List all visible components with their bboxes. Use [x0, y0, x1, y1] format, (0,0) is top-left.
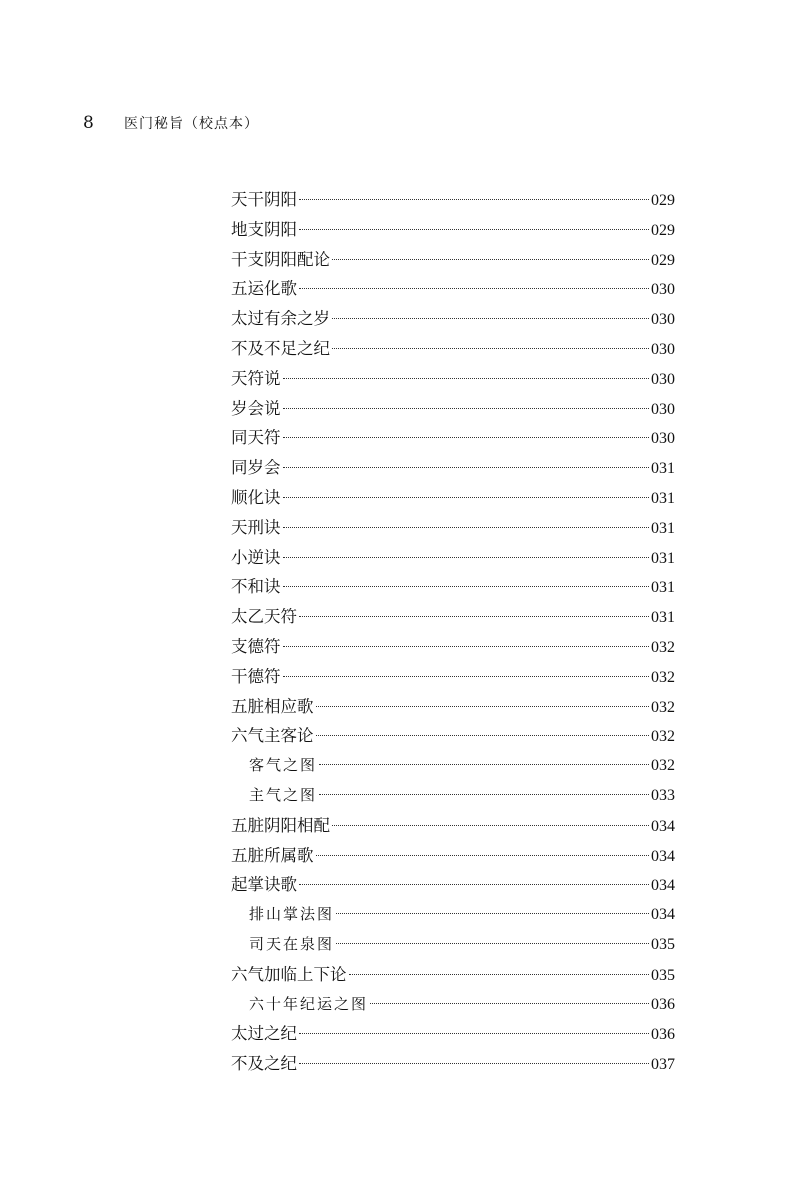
dot-leader: [283, 378, 650, 379]
toc-entry[interactable]: [231, 543, 675, 573]
dot-leader: [299, 199, 649, 200]
toc-entry-page: 029: [651, 221, 675, 239]
toc-entry-title: 起掌诀歌: [231, 875, 297, 895]
toc-entry-title: 支德符: [231, 636, 281, 656]
dot-leader: [283, 497, 650, 498]
toc-entry-page: 031: [651, 549, 675, 567]
toc-entry-page: 029: [651, 192, 675, 209]
table-of-contents: [231, 185, 675, 1079]
toc-entry-title: 天符说: [231, 368, 281, 388]
toc-entry-title: 六气加临上下论: [231, 964, 347, 984]
toc-entry-title: 小逆诀: [231, 547, 281, 567]
dot-leader: [336, 913, 649, 914]
dot-leader: [316, 706, 650, 707]
toc-subentry[interactable]: [231, 781, 675, 811]
dot-leader: [283, 557, 650, 558]
toc-entry[interactable]: [231, 274, 675, 304]
toc-entry-page: 031: [651, 609, 675, 627]
toc-entry[interactable]: [231, 423, 675, 453]
toc-entry-title: 不及不足之纪: [231, 338, 330, 358]
toc-entry-page: 036: [651, 1026, 675, 1044]
toc-entry[interactable]: [231, 513, 675, 543]
dot-leader: [283, 467, 650, 468]
toc-entry-title: 六十年纪运之图: [249, 994, 369, 1013]
toc-entry-title: 不及之纪: [231, 1054, 297, 1074]
toc-entry[interactable]: [231, 960, 675, 990]
toc-entry[interactable]: [231, 483, 675, 513]
toc-entry[interactable]: [231, 870, 675, 900]
toc-subentry[interactable]: [231, 990, 675, 1020]
dot-leader: [299, 288, 649, 289]
toc-entry[interactable]: [231, 245, 675, 275]
dot-leader: [332, 348, 649, 349]
dot-leader: [370, 1003, 649, 1004]
dot-leader: [299, 1063, 649, 1064]
dot-leader: [332, 318, 649, 319]
toc-entry[interactable]: [231, 692, 675, 722]
toc-entry-title: 天刑诀: [231, 517, 281, 537]
toc-entry-page: 032: [651, 698, 675, 716]
toc-entry[interactable]: [231, 632, 675, 662]
page-number: 8: [83, 113, 94, 133]
toc-entry-page: 032: [651, 757, 675, 775]
toc-entry[interactable]: [231, 304, 675, 334]
toc-entry-title: 干德符: [231, 666, 281, 686]
toc-entry[interactable]: [231, 334, 675, 364]
toc-entry-title: 同岁会: [231, 458, 281, 478]
toc-entry-page: 030: [651, 311, 675, 329]
toc-entry[interactable]: [231, 841, 675, 871]
toc-entry-title: 太过有余之岁: [231, 309, 330, 329]
toc-entry-title: 干支阴阳配论: [231, 249, 330, 269]
toc-entry-page: 034: [651, 847, 675, 865]
dot-leader: [299, 1033, 649, 1034]
dot-leader: [299, 884, 649, 885]
toc-entry-page: 031: [651, 460, 675, 478]
dot-leader: [319, 794, 649, 795]
toc-entry[interactable]: [231, 394, 675, 424]
toc-entry-title: 太过之纪: [231, 1024, 297, 1044]
dot-leader: [283, 646, 650, 647]
toc-entry-page: 030: [651, 281, 675, 299]
toc-entry[interactable]: [231, 602, 675, 632]
toc-entry-title: 五脏阴阳相配: [231, 815, 330, 835]
toc-entry-title: 六气主客论: [231, 726, 314, 746]
toc-entry[interactable]: [231, 185, 675, 215]
toc-entry-page: 030: [651, 370, 675, 388]
toc-entry-title: 五脏相应歌: [231, 696, 314, 716]
toc-subentry[interactable]: [231, 900, 675, 930]
toc-entry-title: 岁会说: [231, 398, 281, 418]
toc-entry-page: 034: [651, 817, 675, 835]
toc-entry[interactable]: [231, 572, 675, 602]
toc-entry-title: 太乙天符: [231, 607, 297, 627]
toc-entry-page: 031: [651, 579, 675, 597]
toc-entry[interactable]: [231, 453, 675, 483]
dot-leader: [283, 408, 650, 409]
toc-entry[interactable]: [231, 811, 675, 841]
toc-entry[interactable]: [231, 364, 675, 394]
toc-subentry[interactable]: [231, 751, 675, 781]
dot-leader: [283, 437, 650, 438]
toc-entry-page: 037: [651, 1056, 675, 1074]
toc-entry-page: 030: [651, 340, 675, 358]
toc-entry-title: 五脏所属歌: [231, 845, 314, 865]
toc-entry-page: 035: [651, 935, 675, 953]
toc-entry-title: 天干阴阳: [231, 190, 297, 209]
toc-entry[interactable]: [231, 1019, 675, 1049]
dot-leader: [316, 855, 650, 856]
toc-entry-page: 029: [651, 251, 675, 269]
toc-entry-page: 030: [651, 400, 675, 418]
dot-leader: [283, 586, 650, 587]
dot-leader: [332, 825, 649, 826]
toc-entry-page: 032: [651, 728, 675, 746]
toc-entry-title: 主气之图: [249, 785, 318, 804]
toc-entry-title: 顺化诀: [231, 487, 281, 507]
toc-entry[interactable]: [231, 662, 675, 692]
toc-entry-title: 同天符: [231, 428, 281, 448]
toc-entry-title: 不和诀: [231, 577, 281, 597]
toc-entry[interactable]: [231, 721, 675, 751]
toc-entry-page: 032: [651, 668, 675, 686]
dot-leader: [299, 616, 649, 617]
toc-entry-title: 司天在泉图: [249, 934, 335, 953]
dot-leader: [319, 764, 649, 765]
toc-entry-title: 地支阴阳: [231, 219, 297, 239]
toc-entry-page: 033: [651, 786, 675, 804]
toc-entry-page: 036: [651, 995, 675, 1013]
dot-leader: [316, 735, 650, 736]
dot-leader: [332, 259, 649, 260]
toc-entry-title: 客气之图: [249, 756, 318, 775]
toc-entry[interactable]: [231, 1049, 675, 1079]
dot-leader: [336, 943, 649, 944]
toc-entry-page: 031: [651, 489, 675, 507]
toc-entry-title: 排山掌法图: [249, 905, 335, 924]
dot-leader: [349, 974, 650, 975]
toc-entry-title: 五运化歌: [231, 279, 297, 299]
dot-leader: [283, 527, 650, 528]
toc-entry[interactable]: [231, 215, 675, 245]
dot-leader: [299, 229, 649, 230]
toc-entry-page: 034: [651, 877, 675, 895]
toc-subentry[interactable]: [231, 930, 675, 960]
toc-entry-page: 034: [651, 906, 675, 924]
running-title: 医门秘旨（校点本）: [124, 116, 259, 132]
dot-leader: [283, 676, 650, 677]
toc-entry-page: 030: [651, 430, 675, 448]
toc-entry-page: 031: [651, 519, 675, 537]
toc-entry-page: 035: [651, 966, 675, 984]
toc-entry-page: 032: [651, 638, 675, 656]
running-header: [0, 0, 800, 150]
